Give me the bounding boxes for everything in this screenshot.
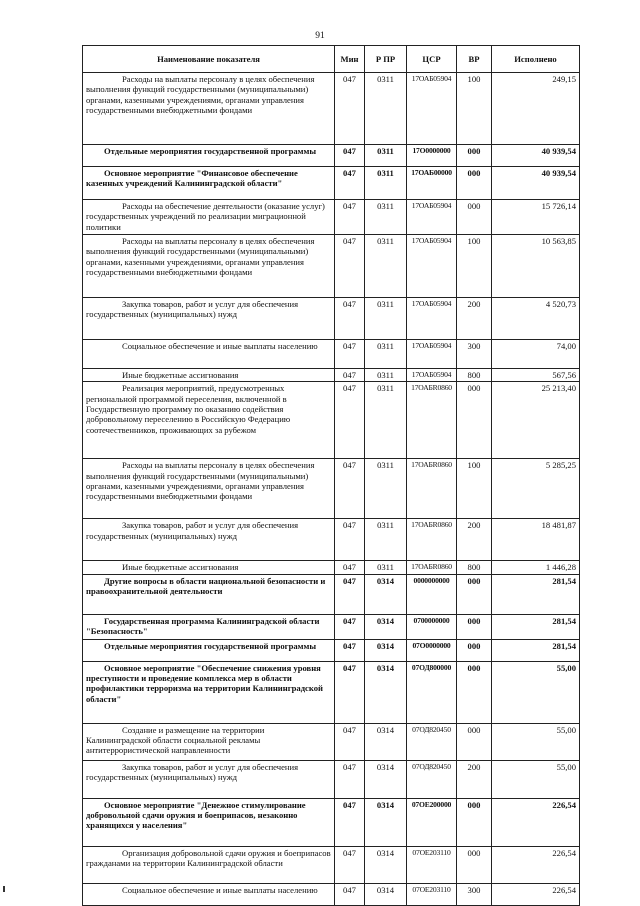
cell-done: 15 726,14 [492, 200, 580, 235]
cell-name: Основное мероприятие "Обеспечение снижения уровня преступности и проведение комплекса мер в области профилактики терроризма на территории Калининградской области" [83, 661, 335, 723]
cell-vr: 200 [457, 760, 492, 798]
cell-done: 55,00 [492, 723, 580, 760]
table-row [83, 639, 580, 661]
cell-csr: 17ОАБ05904 [407, 340, 457, 369]
table-row [83, 73, 580, 145]
table-row [83, 235, 580, 298]
cell-min: 047 [335, 574, 365, 614]
cell-name: Создание и размещение на территории Калининградской области социальной рекламы антитеррористической направленности [83, 723, 335, 760]
cell-done: 10 563,85 [492, 235, 580, 298]
cell-vr: 100 [457, 73, 492, 145]
cell-csr: 07ОД820450 [407, 760, 457, 798]
cell-done: 567,56 [492, 369, 580, 382]
cell-done: 1 446,28 [492, 561, 580, 574]
budget-execution-table [82, 45, 580, 906]
cell-min: 047 [335, 167, 365, 200]
page-number: 91 [315, 31, 325, 41]
cell-rpr: 0311 [365, 298, 407, 340]
cell-name: Расходы на выплаты персоналу в целях обеспечения выполнения функций государственными (муниципальными) органами, казенными учреждениями, органами управления государственными внебюджетными фондами [83, 73, 335, 145]
cell-name: Отдельные мероприятия государственной программы [83, 145, 335, 167]
cell-rpr: 0314 [365, 661, 407, 723]
cell-vr: 000 [457, 661, 492, 723]
table-header-row [83, 46, 580, 73]
table-row [83, 145, 580, 167]
cell-name: Социальное обеспечение и иные выплаты населению [83, 340, 335, 369]
cell-vr: 100 [457, 235, 492, 298]
cell-csr: 17ОАБR0860 [407, 561, 457, 574]
cell-done: 281,54 [492, 574, 580, 614]
cell-rpr: 0314 [365, 798, 407, 846]
cell-name: Организация добровольной сдачи оружия и боеприпасов гражданами на территории Калининградской области [83, 846, 335, 883]
cell-name: Основное мероприятие "Денежное стимулирование добровольной сдачи оружия и боеприпасов, незаконно хранящихся у населения" [83, 798, 335, 846]
cell-done: 18 481,87 [492, 519, 580, 561]
cell-done: 226,54 [492, 798, 580, 846]
cell-rpr: 0311 [365, 519, 407, 561]
cell-csr: 17ОАБR0860 [407, 382, 457, 459]
cell-vr: 000 [457, 798, 492, 846]
cell-min: 047 [335, 661, 365, 723]
table-row [83, 382, 580, 459]
cell-rpr: 0311 [365, 73, 407, 145]
cell-vr: 000 [457, 145, 492, 167]
cell-csr: 17О0000000 [407, 145, 457, 167]
cell-csr: 17ОАБ05904 [407, 369, 457, 382]
cell-name: Расходы на выплаты персоналу в целях обеспечения выполнения функций государственными (муниципальными) органами, казенными учреждениями, органами управления государственными внебюджетными фондами [83, 459, 335, 519]
cell-done: 40 939,54 [492, 167, 580, 200]
cell-done: 226,54 [492, 883, 580, 905]
cell-min: 047 [335, 798, 365, 846]
cell-name: Расходы на обеспечение деятельности (оказание услуг) государственных учреждений по реализации миграционной политики [83, 200, 335, 235]
cell-rpr: 0311 [365, 235, 407, 298]
cell-rpr: 0314 [365, 614, 407, 639]
cell-csr: 17ОАБ05904 [407, 73, 457, 145]
cell-name: Отдельные мероприятия государственной программы [83, 639, 335, 661]
cell-rpr: 0314 [365, 760, 407, 798]
cell-name: Закупка товаров, работ и услуг для обеспечения государственных (муниципальных) нужд [83, 519, 335, 561]
table-row [83, 846, 580, 883]
cell-name: Иные бюджетные ассигнования [83, 369, 335, 382]
cell-done: 226,54 [492, 846, 580, 883]
cell-done: 40 939,54 [492, 145, 580, 167]
cell-min: 047 [335, 73, 365, 145]
cell-min: 047 [335, 614, 365, 639]
col-header-min: Мин [335, 46, 365, 73]
cell-name: Социальное обеспечение и иные выплаты населению [83, 883, 335, 905]
cell-vr: 300 [457, 883, 492, 905]
cell-csr: 07ОД820450 [407, 723, 457, 760]
cell-done: 281,54 [492, 639, 580, 661]
cell-min: 047 [335, 340, 365, 369]
cell-min: 047 [335, 760, 365, 798]
cell-done: 55,00 [492, 760, 580, 798]
cell-min: 047 [335, 723, 365, 760]
cell-done: 4 520,73 [492, 298, 580, 340]
cell-done: 249,15 [492, 73, 580, 145]
cell-rpr: 0314 [365, 639, 407, 661]
cell-csr: 0700000000 [407, 614, 457, 639]
cell-csr: 07ОЕ200000 [407, 798, 457, 846]
cell-name: Иные бюджетные ассигнования [83, 561, 335, 574]
cell-vr: 000 [457, 574, 492, 614]
cell-vr: 000 [457, 200, 492, 235]
table-row [83, 723, 580, 760]
cell-done: 74,00 [492, 340, 580, 369]
col-header-csr: ЦСР [407, 46, 457, 73]
cell-csr: 07ОЕ203110 [407, 846, 457, 883]
cell-rpr: 0314 [365, 883, 407, 905]
col-header-done: Исполнено [492, 46, 580, 73]
cell-vr: 000 [457, 382, 492, 459]
cell-min: 047 [335, 561, 365, 574]
table-body [83, 73, 580, 906]
col-header-vr: ВР [457, 46, 492, 73]
cell-min: 047 [335, 298, 365, 340]
table-row [83, 561, 580, 574]
cell-vr: 000 [457, 167, 492, 200]
cell-rpr: 0311 [365, 167, 407, 200]
cell-vr: 800 [457, 369, 492, 382]
cell-min: 047 [335, 846, 365, 883]
cell-rpr: 0311 [365, 382, 407, 459]
cell-min: 047 [335, 459, 365, 519]
cell-rpr: 0311 [365, 145, 407, 167]
cell-csr: 17ОАБ05904 [407, 298, 457, 340]
cell-done: 55,00 [492, 661, 580, 723]
cell-csr: 07ОД800000 [407, 661, 457, 723]
cell-min: 047 [335, 883, 365, 905]
cell-vr: 000 [457, 846, 492, 883]
table-row [83, 167, 580, 200]
cell-vr: 100 [457, 459, 492, 519]
table-row [83, 760, 580, 798]
table-row [83, 298, 580, 340]
cell-rpr: 0311 [365, 459, 407, 519]
cell-done: 25 213,40 [492, 382, 580, 459]
cell-vr: 200 [457, 519, 492, 561]
cell-min: 047 [335, 200, 365, 235]
cell-name: Закупка товаров, работ и услуг для обеспечения государственных (муниципальных) нужд [83, 298, 335, 340]
cell-csr: 17ОАБ05904 [407, 235, 457, 298]
margin-mark [3, 886, 5, 892]
cell-name: Другие вопросы в области национальной безопасности и правоохранительной деятельности [83, 574, 335, 614]
cell-rpr: 0311 [365, 561, 407, 574]
cell-csr: 07ОЕ203110 [407, 883, 457, 905]
cell-csr: 17ОАБ05904 [407, 200, 457, 235]
table-row [83, 798, 580, 846]
cell-rpr: 0314 [365, 846, 407, 883]
col-header-name: Наименование показателя [83, 46, 335, 73]
cell-rpr: 0311 [365, 369, 407, 382]
cell-rpr: 0314 [365, 574, 407, 614]
cell-name: Закупка товаров, работ и услуг для обеспечения государственных (муниципальных) нужд [83, 760, 335, 798]
cell-csr: 17ОАБ00000 [407, 167, 457, 200]
cell-min: 047 [335, 519, 365, 561]
cell-vr: 300 [457, 340, 492, 369]
cell-rpr: 0314 [365, 723, 407, 760]
cell-vr: 800 [457, 561, 492, 574]
cell-min: 047 [335, 145, 365, 167]
table-row [83, 661, 580, 723]
table-row [83, 200, 580, 235]
table-row [83, 614, 580, 639]
cell-vr: 000 [457, 639, 492, 661]
table-row [83, 369, 580, 382]
cell-vr: 000 [457, 614, 492, 639]
cell-csr: 17ОАБR0860 [407, 459, 457, 519]
cell-csr: 07О0000000 [407, 639, 457, 661]
cell-vr: 000 [457, 723, 492, 760]
cell-name: Расходы на выплаты персоналу в целях обеспечения выполнения функций государственными (муниципальными) органами, казенными учреждениями, органами управления государственными внебюджетными фондами [83, 235, 335, 298]
cell-min: 047 [335, 235, 365, 298]
table-row [83, 459, 580, 519]
cell-done: 281,54 [492, 614, 580, 639]
cell-csr: 17ОАБR0860 [407, 519, 457, 561]
col-header-rpr: Р ПР [365, 46, 407, 73]
cell-min: 047 [335, 369, 365, 382]
cell-vr: 200 [457, 298, 492, 340]
table-row [83, 519, 580, 561]
cell-rpr: 0311 [365, 340, 407, 369]
cell-csr: 0000000000 [407, 574, 457, 614]
cell-name: Государственная программа Калининградской области "Безопасность" [83, 614, 335, 639]
cell-name: Основное мероприятие "Финансовое обеспечение казенных учреждений Калининградской области" [83, 167, 335, 200]
cell-min: 047 [335, 382, 365, 459]
table-row [83, 574, 580, 614]
cell-done: 5 285,25 [492, 459, 580, 519]
table-row [83, 883, 580, 905]
cell-rpr: 0311 [365, 200, 407, 235]
cell-min: 047 [335, 639, 365, 661]
cell-name: Реализация мероприятий, предусмотренных региональной программой переселения, включенной в Государственную программу по оказанию содействия добровольному переселению в Российскую Федерацию соотечественников, проживающих за рубежом [83, 382, 335, 459]
table-row [83, 340, 580, 369]
